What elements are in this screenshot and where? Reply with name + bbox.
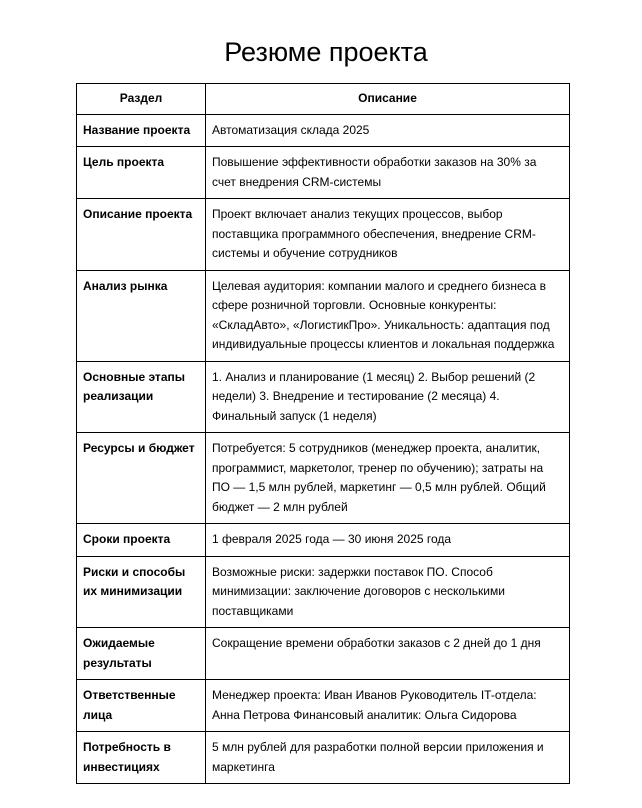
table-row <box>77 270 570 361</box>
row-description: 1 февраля 2025 года — 30 июня 2025 года <box>206 524 570 557</box>
table-row <box>77 147 570 199</box>
row-description: Целевая аудитория: компании малого и среднего бизнеса в сфере розничной торговли. Основные конкуренты: «СкладАвто», «ЛогистикПро». Уникальность: адаптация под индивидуальные процессы клиентов и локальная поддержка <box>206 270 570 361</box>
column-header-section: Раздел <box>77 84 206 115</box>
table-header-row <box>77 84 570 115</box>
table-row <box>77 524 570 557</box>
row-section-label: Цель проекта <box>77 147 206 199</box>
row-description: Менеджер проекта: Иван Иванов Руководитель IT-отдела: Анна Петрова Финансовый аналитик: Ольга Сидорова <box>206 680 570 732</box>
row-section-label: Ожидаемые результаты <box>77 628 206 680</box>
row-description: Потребуется: 5 сотрудников (менеджер проекта, аналитик, программист, маркетолог, тренер по обучению); затраты на ПО — 1,5 млн рублей, маркетинг — 0,5 млн рублей. Общий бюджет — 2 млн рублей <box>206 433 570 524</box>
row-description: Сокращение времени обработки заказов с 2 дней до 1 дня <box>206 628 570 680</box>
row-section-label: Основные этапы реализации <box>77 361 206 433</box>
row-description: Возможные риски: задержки поставок ПО. Способ минимизации: заключение договоров с несколькими поставщиками <box>206 556 570 628</box>
row-section-label: Ресурсы и бюджет <box>77 433 206 524</box>
table-row <box>77 628 570 680</box>
row-description: Проект включает анализ текущих процессов, выбор поставщика программного обеспечения, внедрение CRM-системы и обучение сотрудников <box>206 199 570 271</box>
row-section-label: Описание проекта <box>77 199 206 271</box>
row-description: 1. Анализ и планирование (1 месяц) 2. Выбор решений (2 недели) 3. Внедрение и тестирование (2 месяца) 4. Финальный запуск (1 неделя) <box>206 361 570 433</box>
row-description: Автоматизация склада 2025 <box>206 114 570 147</box>
row-section-label: Название проекта <box>77 114 206 147</box>
row-section-label: Ответственные лица <box>77 680 206 732</box>
row-section-label: Риски и способы их минимизации <box>77 556 206 628</box>
table-row <box>77 361 570 433</box>
row-section-label: Потребность в инвестициях <box>77 732 206 784</box>
table-row <box>77 556 570 628</box>
table-row <box>77 680 570 732</box>
table-row <box>77 433 570 524</box>
row-description: 5 млн рублей для разработки полной версии приложения и маркетинга <box>206 732 570 784</box>
row-description: Повышение эффективности обработки заказов на 30% за счет внедрения CRM-системы <box>206 147 570 199</box>
column-header-description: Описание <box>206 84 570 115</box>
row-section-label: Сроки проекта <box>77 524 206 557</box>
table-row <box>77 199 570 271</box>
page-title: Резюме проекта <box>224 37 428 67</box>
table-row <box>77 732 570 784</box>
row-section-label: Анализ рынка <box>77 270 206 361</box>
table-row <box>77 114 570 147</box>
project-summary-table <box>76 83 570 784</box>
